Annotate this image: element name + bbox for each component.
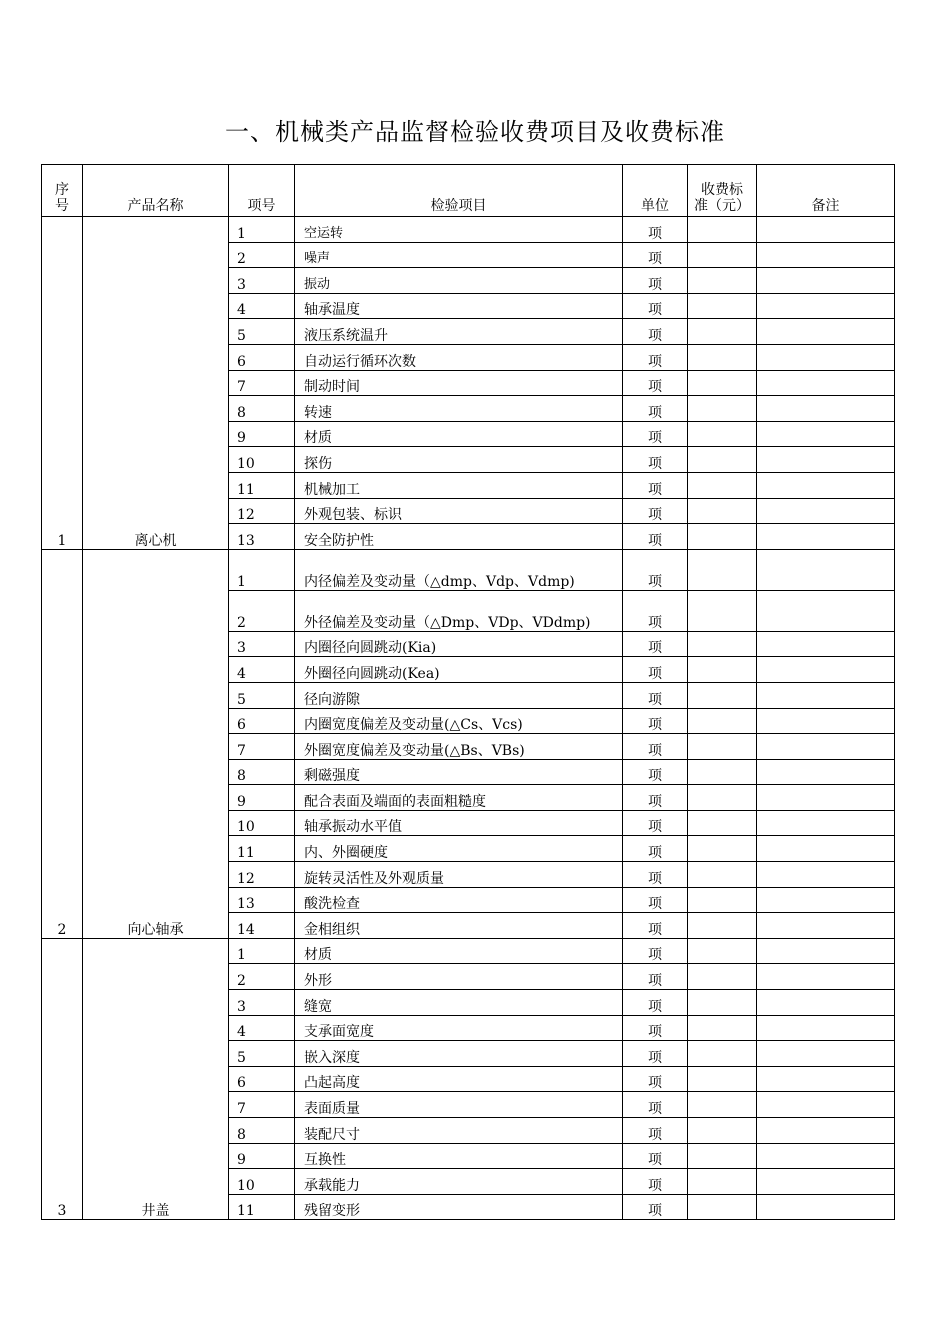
unit-cell: 项 <box>623 759 688 785</box>
item-number-cell: 10 <box>229 810 295 836</box>
item-number-cell: 12 <box>229 862 295 888</box>
item-number-cell: 13 <box>229 524 295 550</box>
inspection-item-cell: 外圈径向圆跳动(Kea) <box>295 657 623 683</box>
header-fee-line2: 准（元） <box>694 198 750 214</box>
fee-cell <box>688 734 757 760</box>
remark-cell <box>757 938 895 964</box>
unit-cell: 项 <box>623 990 688 1016</box>
item-number-cell: 4 <box>229 657 295 683</box>
remark-cell <box>757 370 895 396</box>
remark-cell <box>757 1143 895 1169</box>
fee-cell <box>688 759 757 785</box>
remark-cell <box>757 708 895 734</box>
item-number-cell: 10 <box>229 1169 295 1195</box>
unit-cell: 项 <box>623 657 688 683</box>
item-number-cell: 2 <box>229 964 295 990</box>
item-number-cell: 14 <box>229 913 295 939</box>
item-number-cell: 1 <box>229 938 295 964</box>
fee-cell <box>688 268 757 294</box>
fee-cell <box>688 217 757 243</box>
item-number-cell: 3 <box>229 990 295 1016</box>
item-number-cell: 7 <box>229 370 295 396</box>
unit-cell: 项 <box>623 524 688 550</box>
unit-cell: 项 <box>623 370 688 396</box>
header-inspection: 检验项目 <box>295 165 623 217</box>
group-product-cell: 离心机 <box>83 217 229 550</box>
unit-cell: 项 <box>623 810 688 836</box>
remark-cell <box>757 1169 895 1195</box>
unit-cell: 项 <box>623 682 688 708</box>
unit-cell: 项 <box>623 421 688 447</box>
fee-cell <box>688 1169 757 1195</box>
item-number-cell: 9 <box>229 785 295 811</box>
fee-cell <box>688 990 757 1016</box>
inspection-item-cell: 装配尺寸 <box>295 1118 623 1144</box>
inspection-item-cell: 安全防护性 <box>295 524 623 550</box>
unit-cell: 项 <box>623 319 688 345</box>
unit-cell: 项 <box>623 472 688 498</box>
inspection-item-cell: 凸起高度 <box>295 1066 623 1092</box>
fee-cell <box>688 293 757 319</box>
fee-cell <box>688 370 757 396</box>
group-product-cell: 井盖 <box>83 938 229 1220</box>
fee-cell <box>688 631 757 657</box>
header-seq-line2: 号 <box>55 198 69 214</box>
item-number-cell: 12 <box>229 498 295 524</box>
table-body <box>42 165 895 1220</box>
inspection-item-cell: 空运转 <box>295 217 623 243</box>
fee-cell <box>688 887 757 913</box>
unit-cell: 项 <box>623 344 688 370</box>
group-seq-cell: 3 <box>42 938 83 1220</box>
header-row <box>42 165 895 217</box>
inspection-item-cell: 外形 <box>295 964 623 990</box>
item-number-cell: 5 <box>229 319 295 345</box>
remark-cell <box>757 447 895 473</box>
header-product: 产品名称 <box>83 165 229 217</box>
inspection-item-cell: 内圈径向圆跳动(Kia) <box>295 631 623 657</box>
unit-cell: 项 <box>623 293 688 319</box>
remark-cell <box>757 319 895 345</box>
item-number-cell: 3 <box>229 631 295 657</box>
inspection-item-cell: 材质 <box>295 421 623 447</box>
item-number-cell: 2 <box>229 590 295 631</box>
item-number-cell: 4 <box>229 1015 295 1041</box>
remark-cell <box>757 472 895 498</box>
item-number-cell: 6 <box>229 344 295 370</box>
inspection-item-cell: 内、外圈硬度 <box>295 836 623 862</box>
inspection-item-cell: 探伤 <box>295 447 623 473</box>
remark-cell <box>757 990 895 1016</box>
remark-cell <box>757 734 895 760</box>
fee-table <box>41 164 895 1220</box>
fee-cell <box>688 498 757 524</box>
header-fee <box>688 165 757 217</box>
remark-cell <box>757 913 895 939</box>
item-number-cell: 10 <box>229 447 295 473</box>
header-fee-line1: 收费标 <box>701 182 743 198</box>
item-number-cell: 9 <box>229 421 295 447</box>
page-title: 一、机械类产品监督检验收费项目及收费标准 <box>225 118 725 146</box>
fee-cell <box>688 319 757 345</box>
group-seq-cell: 2 <box>42 549 83 938</box>
remark-cell <box>757 657 895 683</box>
remark-cell <box>757 964 895 990</box>
unit-cell: 项 <box>623 734 688 760</box>
remark-cell <box>757 590 895 631</box>
remark-cell <box>757 293 895 319</box>
item-number-cell: 4 <box>229 293 295 319</box>
fee-cell <box>688 1118 757 1144</box>
remark-cell <box>757 396 895 422</box>
table-row <box>42 549 895 590</box>
item-number-cell: 13 <box>229 887 295 913</box>
item-number-cell: 8 <box>229 1118 295 1144</box>
unit-cell: 项 <box>623 1118 688 1144</box>
unit-cell: 项 <box>623 1169 688 1195</box>
inspection-item-cell: 外径偏差及变动量（△Dmp、VDp、VDdmp) <box>295 590 623 631</box>
header-item-no: 项号 <box>229 165 295 217</box>
fee-cell <box>688 1092 757 1118</box>
inspection-item-cell: 互换性 <box>295 1143 623 1169</box>
fee-cell <box>688 810 757 836</box>
inspection-item-cell: 液压系统温升 <box>295 319 623 345</box>
remark-cell <box>757 344 895 370</box>
item-number-cell: 11 <box>229 836 295 862</box>
fee-cell <box>688 1041 757 1067</box>
item-number-cell: 11 <box>229 472 295 498</box>
unit-cell: 项 <box>623 590 688 631</box>
inspection-item-cell: 嵌入深度 <box>295 1041 623 1067</box>
unit-cell: 项 <box>623 938 688 964</box>
inspection-item-cell: 剩磁强度 <box>295 759 623 785</box>
inspection-item-cell: 外观包装、标识 <box>295 498 623 524</box>
inspection-item-cell: 轴承温度 <box>295 293 623 319</box>
inspection-item-cell: 噪声 <box>295 242 623 268</box>
remark-cell <box>757 1041 895 1067</box>
inspection-item-cell: 配合表面及端面的表面粗糙度 <box>295 785 623 811</box>
remark-cell <box>757 1118 895 1144</box>
item-number-cell: 6 <box>229 1066 295 1092</box>
fee-cell <box>688 549 757 590</box>
remark-cell <box>757 785 895 811</box>
remark-cell <box>757 524 895 550</box>
remark-cell <box>757 1015 895 1041</box>
remark-cell <box>757 887 895 913</box>
fee-cell <box>688 862 757 888</box>
fee-cell <box>688 447 757 473</box>
inspection-item-cell: 制动时间 <box>295 370 623 396</box>
header-unit: 单位 <box>623 165 688 217</box>
header-seq-line1: 序 <box>55 182 69 198</box>
header-seq <box>42 165 83 217</box>
fee-cell <box>688 421 757 447</box>
remark-cell <box>757 217 895 243</box>
group-seq-cell: 1 <box>42 217 83 550</box>
remark-cell <box>757 810 895 836</box>
fee-cell <box>688 1066 757 1092</box>
unit-cell: 项 <box>623 862 688 888</box>
unit-cell: 项 <box>623 1143 688 1169</box>
inspection-item-cell: 表面质量 <box>295 1092 623 1118</box>
unit-cell: 项 <box>623 498 688 524</box>
inspection-item-cell: 自动运行循环次数 <box>295 344 623 370</box>
inspection-item-cell: 材质 <box>295 938 623 964</box>
unit-cell: 项 <box>623 836 688 862</box>
fee-cell <box>688 682 757 708</box>
unit-cell: 项 <box>623 631 688 657</box>
unit-cell: 项 <box>623 1194 688 1220</box>
inspection-item-cell: 振动 <box>295 268 623 294</box>
fee-cell <box>688 344 757 370</box>
fee-cell <box>688 1015 757 1041</box>
inspection-item-cell: 内径偏差及变动量（△dmp、Vdp、Vdmp) <box>295 549 623 590</box>
fee-cell <box>688 472 757 498</box>
header-remark: 备注 <box>757 165 895 217</box>
unit-cell: 项 <box>623 913 688 939</box>
fee-cell <box>688 708 757 734</box>
item-number-cell: 6 <box>229 708 295 734</box>
unit-cell: 项 <box>623 964 688 990</box>
unit-cell: 项 <box>623 887 688 913</box>
inspection-item-cell: 支承面宽度 <box>295 1015 623 1041</box>
item-number-cell: 5 <box>229 682 295 708</box>
unit-cell: 项 <box>623 549 688 590</box>
item-number-cell: 2 <box>229 242 295 268</box>
fee-cell <box>688 913 757 939</box>
item-number-cell: 1 <box>229 217 295 243</box>
unit-cell: 项 <box>623 217 688 243</box>
unit-cell: 项 <box>623 1066 688 1092</box>
item-number-cell: 11 <box>229 1194 295 1220</box>
item-number-cell: 3 <box>229 268 295 294</box>
item-number-cell: 7 <box>229 1092 295 1118</box>
unit-cell: 项 <box>623 708 688 734</box>
fee-cell <box>688 964 757 990</box>
item-number-cell: 1 <box>229 549 295 590</box>
remark-cell <box>757 1092 895 1118</box>
remark-cell <box>757 631 895 657</box>
remark-cell <box>757 836 895 862</box>
remark-cell <box>757 759 895 785</box>
remark-cell <box>757 242 895 268</box>
inspection-item-cell: 机械加工 <box>295 472 623 498</box>
inspection-item-cell: 轴承振动水平值 <box>295 810 623 836</box>
unit-cell: 项 <box>623 396 688 422</box>
inspection-item-cell: 酸洗检查 <box>295 887 623 913</box>
fee-cell <box>688 396 757 422</box>
unit-cell: 项 <box>623 268 688 294</box>
remark-cell <box>757 1066 895 1092</box>
item-number-cell: 8 <box>229 759 295 785</box>
item-number-cell: 9 <box>229 1143 295 1169</box>
unit-cell: 项 <box>623 785 688 811</box>
inspection-item-cell: 外圈宽度偏差及变动量(△Bs、VBs) <box>295 734 623 760</box>
fee-cell <box>688 938 757 964</box>
fee-cell <box>688 524 757 550</box>
unit-cell: 项 <box>623 1092 688 1118</box>
fee-cell <box>688 785 757 811</box>
inspection-item-cell: 内圈宽度偏差及变动量(△Cs、Vcs) <box>295 708 623 734</box>
table-row <box>42 938 895 964</box>
item-number-cell: 5 <box>229 1041 295 1067</box>
inspection-item-cell: 金相组织 <box>295 913 623 939</box>
fee-cell <box>688 836 757 862</box>
remark-cell <box>757 682 895 708</box>
group-product-cell: 向心轴承 <box>83 549 229 938</box>
remark-cell <box>757 421 895 447</box>
remark-cell <box>757 1194 895 1220</box>
unit-cell: 项 <box>623 447 688 473</box>
unit-cell: 项 <box>623 1015 688 1041</box>
fee-cell <box>688 1143 757 1169</box>
unit-cell: 项 <box>623 242 688 268</box>
fee-cell <box>688 657 757 683</box>
fee-cell <box>688 1194 757 1220</box>
inspection-item-cell: 转速 <box>295 396 623 422</box>
remark-cell <box>757 862 895 888</box>
inspection-item-cell: 旋转灵活性及外观质量 <box>295 862 623 888</box>
unit-cell: 项 <box>623 1041 688 1067</box>
inspection-item-cell: 径向游隙 <box>295 682 623 708</box>
fee-cell <box>688 242 757 268</box>
remark-cell <box>757 268 895 294</box>
inspection-item-cell: 缝宽 <box>295 990 623 1016</box>
fee-cell <box>688 590 757 631</box>
item-number-cell: 8 <box>229 396 295 422</box>
remark-cell <box>757 498 895 524</box>
inspection-item-cell: 残留变形 <box>295 1194 623 1220</box>
remark-cell <box>757 549 895 590</box>
item-number-cell: 7 <box>229 734 295 760</box>
table-row <box>42 217 895 243</box>
inspection-item-cell: 承载能力 <box>295 1169 623 1195</box>
